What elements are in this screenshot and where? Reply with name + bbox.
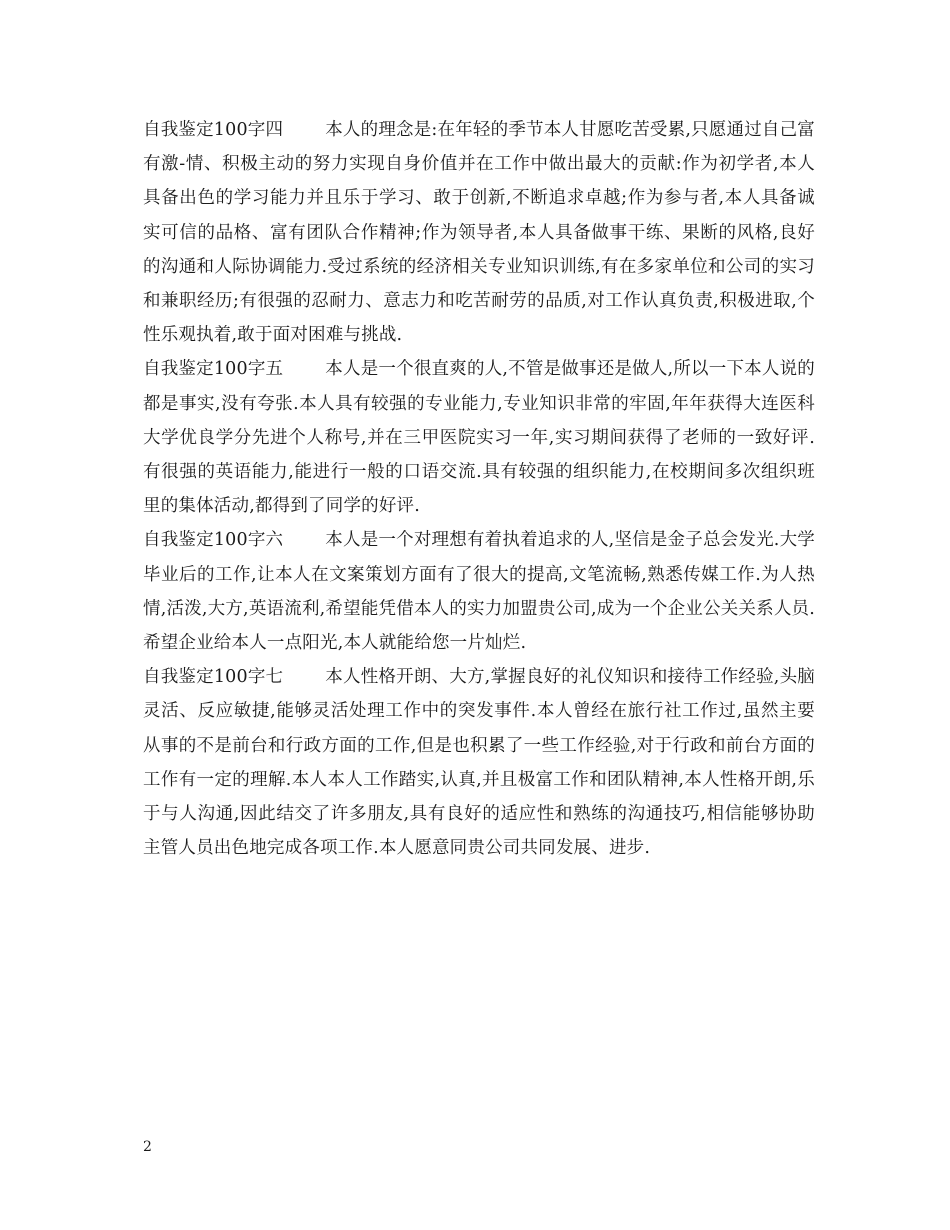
paragraph-heading: 自我鉴定100字六 — [143, 530, 284, 551]
page-number: 2 — [143, 1139, 152, 1155]
paragraph-heading: 自我鉴定100字四 — [143, 120, 284, 140]
paragraph-self-evaluation-4 — [143, 113, 815, 352]
paragraph-self-evaluation-7 — [143, 660, 815, 865]
paragraph-body: 本人是一个对理想有着执着追求的人,坚信是金子总会发光.大学毕业后的工作,让本人在文案策划方面有了很大的提高,文笔流畅,熟悉传媒工作.为人热情,活泼,大方,英语流利,希望能凭借本人的实力加盟贵公司,成为一个企业公关关系人员.希望企业给本人一点阳光,本人就能给您一片灿烂. — [143, 530, 815, 654]
document-body — [143, 113, 815, 865]
paragraph-self-evaluation-5 — [143, 352, 815, 523]
paragraph-heading: 自我鉴定100字五 — [143, 359, 284, 380]
paragraph-body: 本人的理念是:在年轻的季节本人甘愿吃苦受累,只愿通过自己富有激-情、积极主动的努力实现自身价值并在工作中做出最大的贡献:作为初学者,本人具备出色的学习能力并且乐于学习、敢于创新,不断追求卓越;作为参与者,本人具备诚实可信的品格、富有团队合作精神;作为领导者,本人具备做事干练、果断的风格,良好的沟通和人际协调能力.受过系统的经济相关专业知识训练,有在多家单位和公司的实习和兼职经历;有很强的忍耐力、意志力和吃苦耐劳的品质,对工作认真负责,积极进取,个性乐观执着,敢于面对困难与挑战. — [143, 120, 816, 346]
paragraph-body: 本人是一个很直爽的人,不管是做事还是做人,所以一下本人说的都是事实,没有夸张.本人具有较强的专业能力,专业知识非常的牢固,年年获得大连医科大学优良学分先进个人称号,并在三甲医院实习一年,实习期间获得了老师的一致好评.有很强的英语能力,能进行一般的口语交流.具有较强的组织能力,在校期间多次组织班里的集体活动,都得到了同学的好评. — [143, 359, 815, 517]
paragraph-self-evaluation-6 — [143, 523, 815, 660]
paragraph-body: 本人性格开朗、大方,掌握良好的礼仪知识和接待工作经验,头脑灵活、反应敏捷,能够灵活处理工作中的突发事件.本人曾经在旅行社工作过,虽然主要从事的不是前台和行政方面的工作,但是也积累了一些工作经验,对于行政和前台方面的工作有一定的理解.本人本人工作踏实,认真,并且极富工作和团队精神,本人性格开朗,乐于与人沟通,因此结交了许多朋友,具有良好的适应性和熟练的沟通技巧,相信能够协助主管人员出色地完成各项工作.本人愿意同贵公司共同发展、进步. — [143, 667, 815, 859]
paragraph-heading: 自我鉴定100字七 — [143, 667, 284, 688]
